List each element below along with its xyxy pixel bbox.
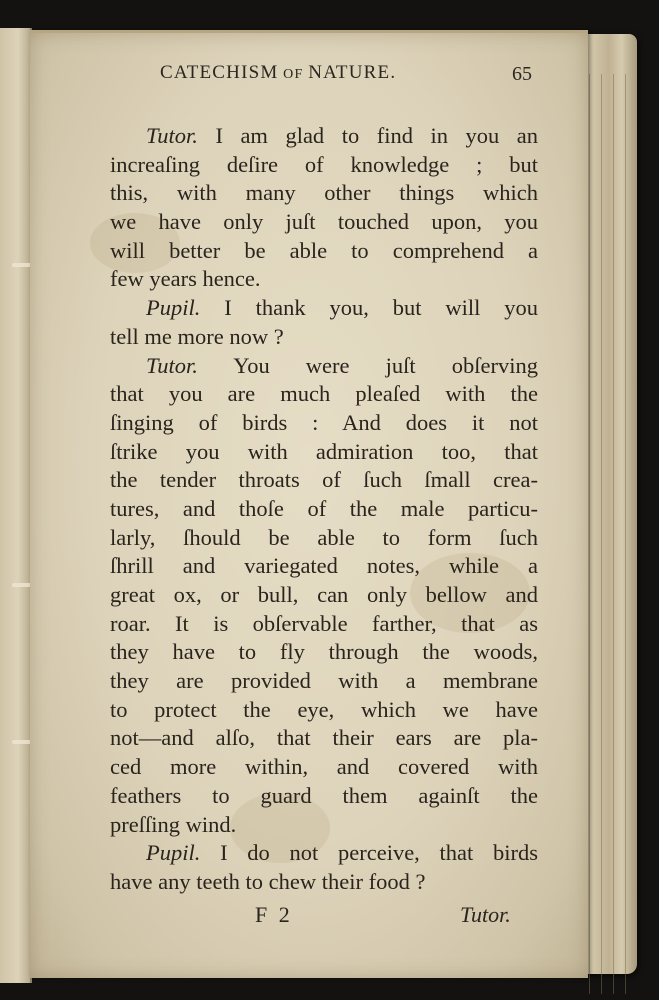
- text-line: [110, 438, 538, 467]
- text-line: [110, 610, 538, 639]
- text-line: [110, 466, 538, 495]
- speaker-label: Tutor.: [146, 352, 198, 378]
- line-text: will better be able to comprehend a: [110, 237, 538, 263]
- body-text: [110, 122, 538, 897]
- line-text: they have to fly through the woods,: [110, 639, 538, 665]
- text-line: [110, 524, 538, 553]
- running-header: [160, 62, 396, 84]
- line-text: You were juſt obſerving: [197, 352, 538, 378]
- line-text: ced more within, and covered with: [110, 754, 538, 780]
- text-line: [110, 151, 538, 180]
- speaker-label: Pupil.: [146, 840, 201, 866]
- text-line: [110, 237, 538, 266]
- text-line: [110, 868, 538, 897]
- line-text: larly, ſhould be able to form ſuch: [110, 524, 538, 550]
- text-line: [110, 409, 538, 438]
- page-number: 65: [512, 63, 532, 85]
- text-line: [110, 122, 538, 151]
- line-text: roar. It is obſervable farther, that as: [110, 610, 538, 636]
- line-text: I thank you, but will you: [200, 295, 538, 321]
- text-line: [110, 667, 538, 696]
- line-text: to protect the eye, which we have: [110, 696, 538, 722]
- text-line: [110, 753, 538, 782]
- line-text: they are provided with a membrane: [110, 668, 538, 694]
- text-line: [110, 323, 538, 352]
- text-line: [110, 638, 538, 667]
- text-line: [110, 782, 538, 811]
- line-text: have any teeth to chew their food ?: [110, 868, 426, 894]
- facing-page-edge: [0, 28, 32, 983]
- header-title-part2: NATURE.: [308, 62, 397, 83]
- header-title-part1: CATECHISM: [160, 62, 279, 83]
- text-line: [110, 839, 538, 868]
- line-text: not—and alſo, that their ears are pla-: [110, 725, 538, 751]
- text-line: [110, 811, 538, 840]
- speaker-label: Tutor.: [146, 123, 198, 148]
- line-text: increaſing deſire of knowledge ; but: [110, 151, 538, 177]
- line-text: ſinging of birds : And does it not: [110, 409, 538, 435]
- header-title-small: OF: [278, 67, 309, 82]
- line-text: preſſing wind.: [110, 811, 237, 837]
- speaker-label: Pupil.: [146, 295, 201, 321]
- line-text: feathers to guard them againſt the: [110, 782, 538, 808]
- line-text: we have only juſt touched upon, you: [110, 209, 538, 235]
- text-line: [110, 581, 538, 610]
- text-line: [110, 179, 538, 208]
- catchword: Tutor.: [460, 902, 511, 927]
- line-text: ſtrike you with admiration too, that: [110, 438, 538, 464]
- line-text: tures, and thoſe of the male particu-: [110, 495, 538, 521]
- line-text: this, with many other things which: [110, 180, 538, 206]
- text-line: [110, 294, 538, 323]
- line-text: the tender throats of ſuch ſmall crea-: [110, 467, 538, 493]
- text-line: [110, 208, 538, 237]
- text-line: [110, 380, 538, 409]
- line-text: great ox, or bull, can only bellow and: [110, 582, 538, 607]
- line-text: few years hence.: [110, 266, 261, 292]
- text-line: [110, 352, 538, 381]
- line-text: ſhrill and variegated notes, while a: [110, 553, 538, 579]
- signature-mark: F 2: [255, 902, 293, 927]
- text-line: [110, 495, 538, 524]
- line-text: that you are much pleaſed with the: [110, 381, 538, 407]
- text-line: [110, 724, 538, 753]
- line-text: tell me more now ?: [110, 323, 284, 349]
- line-text: I do not perceive, that birds: [200, 840, 538, 866]
- text-line: [110, 552, 538, 581]
- line-text: I am glad to find in you an: [197, 123, 538, 148]
- text-line: [110, 265, 538, 294]
- text-line: [110, 696, 538, 725]
